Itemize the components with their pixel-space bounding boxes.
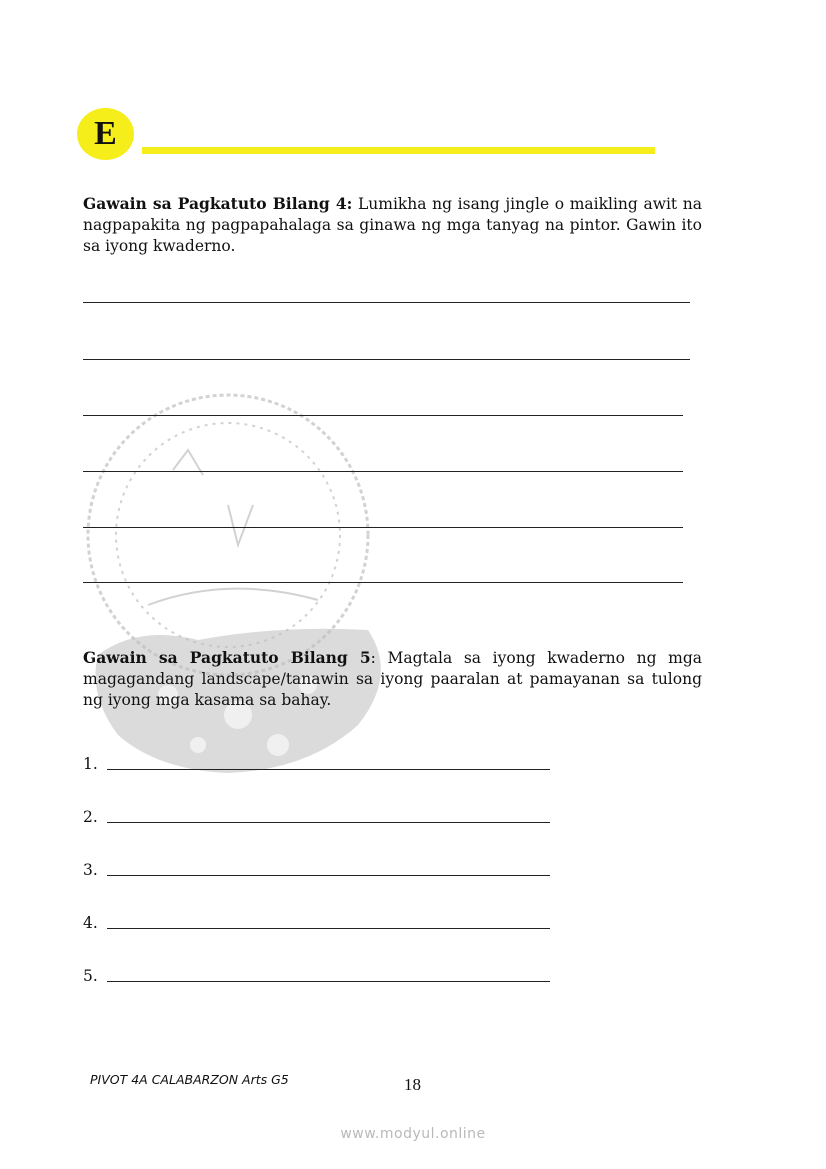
answer-line[interactable]: [83, 415, 683, 416]
answer-line[interactable]: [83, 302, 690, 303]
list-item-number: 2.: [83, 808, 98, 826]
activity-5-title: Gawain sa Pagkatuto Bilang 5: [83, 648, 371, 667]
answer-line[interactable]: [83, 527, 683, 528]
activity-5-body: : Magtala sa iyong kwaderno ng mga magagandang landscape/tanawin sa iyong paaralan at pamayanan sa tulong ng iyong mga kasama sa bahay.: [83, 649, 702, 709]
list-item-number: 3.: [83, 861, 98, 879]
footer-source: PIVOT 4A CALABARZON Arts G5: [90, 1072, 289, 1087]
answer-line[interactable]: [83, 582, 683, 583]
section-letter: E: [94, 115, 117, 152]
answer-line[interactable]: [83, 471, 683, 472]
seal-stamp-icon: [78, 375, 408, 785]
site-watermark: www.modyul.online: [340, 1126, 486, 1142]
activity-4-instructions: [83, 193, 702, 257]
activity-4-title: Gawain sa Pagkatuto Bilang 4:: [83, 194, 353, 213]
activity-4-body: Lumikha ng isang jingle o maikling awit na nagpapakita ng pagpapahalaga sa ginawa ng mga tanyag na pintor. Gawin ito sa iyong kwaderno.: [83, 195, 702, 255]
list-item-number: 5.: [83, 967, 98, 985]
answer-line[interactable]: [83, 359, 690, 360]
section-badge: [77, 108, 134, 160]
list-answer-line[interactable]: [107, 928, 550, 929]
activity-5-instructions: [83, 647, 702, 711]
list-answer-line[interactable]: [107, 981, 550, 982]
list-item-number: 4.: [83, 914, 98, 932]
list-item-number: 1.: [83, 755, 98, 773]
list-answer-line[interactable]: [107, 822, 550, 823]
page-number: 18: [404, 1075, 421, 1094]
section-title-underline: [142, 147, 655, 154]
list-answer-line[interactable]: [107, 875, 550, 876]
list-answer-line[interactable]: [107, 769, 550, 770]
